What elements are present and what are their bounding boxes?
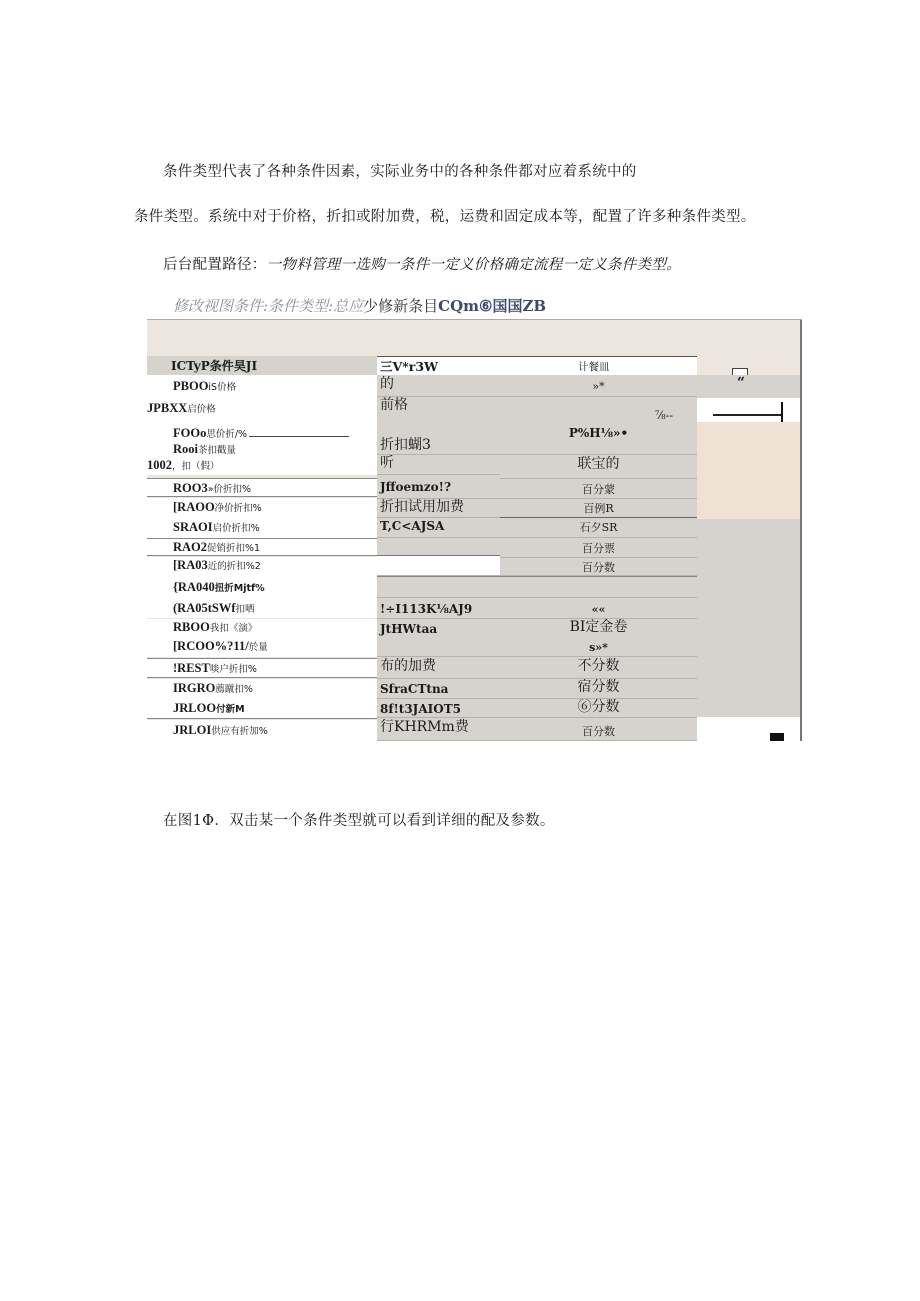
table-row-value[interactable]: 前格	[377, 397, 500, 423]
input-field-underline	[713, 414, 781, 416]
table-row-value[interactable]: Jffoemzo!?	[377, 475, 500, 499]
table-row-calc[interactable]: P%H⅛»•	[500, 423, 697, 455]
table-row-calc[interactable]: ⑥分数	[500, 699, 697, 718]
table-row-code[interactable]: RBOO我扣《演》	[147, 619, 377, 637]
screenshot-toolbar-area	[147, 320, 802, 356]
table-row-calc[interactable]: 百分蒙	[500, 479, 697, 499]
table-row-value[interactable]: 听	[377, 455, 500, 475]
caption-bold: CQm⑥国国ZB	[438, 297, 547, 315]
table-row-value[interactable]	[377, 576, 697, 598]
input-field[interactable]	[697, 398, 800, 422]
condition-types-screenshot	[147, 319, 802, 741]
config-path-prefix: 后台配置路径：	[163, 257, 267, 273]
table-row-calc[interactable]: 百例R	[500, 499, 697, 518]
table-row-calc[interactable]: 百分票	[500, 538, 697, 558]
table-row-code[interactable]: PBOOiS价格	[147, 375, 377, 397]
table-row-value[interactable]: 8f!t3JAIOT5	[377, 699, 500, 718]
table-row-code[interactable]: (RA05tSWf扣哂	[147, 598, 377, 618]
table-row-value[interactable]: T,C<AJSA	[377, 518, 500, 538]
table-row-value[interactable]	[377, 538, 500, 556]
paragraph-condition-types: 条件类型。系统中对于价格，折扣或附加费，税，运费和固定成本等，配置了许多种条件类型。	[134, 209, 756, 225]
table-row-code[interactable]: JRLOI供应有折加%	[147, 720, 377, 741]
table-row-code[interactable]: !REST啖户折扣%	[147, 658, 377, 678]
table-row-calc[interactable]: 宿分数	[500, 679, 697, 699]
table-row-value[interactable]: SfraCTtna	[377, 679, 500, 699]
table-row-calc[interactable]: 百分数	[500, 718, 697, 741]
config-path: 一物料管理一选购一条件一定义价格确定流程一定义条件类型。	[266, 257, 682, 273]
figure-caption	[173, 295, 546, 316]
table-row-code[interactable]: 1002，扣（假）	[147, 457, 377, 475]
table-row-value[interactable]: 折扣蝴3	[377, 437, 500, 455]
table-row-code[interactable]: Rooi茶扣戳量	[147, 441, 377, 457]
caption-italic: 修改视图条件:条件类型:总应	[173, 297, 364, 315]
table-row-value[interactable]	[377, 718, 500, 741]
column-header-name[interactable]: 三V*r3W	[377, 356, 697, 375]
table-row-value[interactable]: 布的加费	[377, 657, 500, 679]
table-row-value[interactable]: 折扣试用加费	[377, 499, 500, 518]
paragraph-figure-note: 在图1Φ．双击某一个条件类型就可以看到详细的配及参数。	[163, 813, 555, 829]
table-row-calc[interactable]: 不分数	[500, 657, 697, 679]
table-row-code[interactable]: RAO2促销折扣%1	[147, 538, 377, 556]
side-panel-tan	[697, 422, 800, 519]
table-row-code[interactable]: [RA03近的折扣%2	[147, 557, 377, 576]
table-row-code[interactable]: JPBXX启价格	[147, 397, 377, 423]
column-header-extra: “	[697, 375, 800, 398]
table-row-calc[interactable]: 百分数	[500, 558, 697, 576]
table-row-code[interactable]: ROO3»价折扣%	[147, 478, 377, 497]
table-row-calc[interactable]: ⅞--	[500, 397, 697, 423]
screenshot-border	[800, 320, 802, 741]
table-row-value[interactable]: 的	[377, 375, 500, 397]
caption-plain: 少修新条目	[363, 297, 439, 315]
table-row-calc[interactable]: 石夕SR	[500, 518, 697, 538]
table-row-calc[interactable]: ««	[500, 598, 697, 619]
table-row-value[interactable]: !÷I113K⅛AJ9	[377, 598, 500, 619]
table-row-code[interactable]: IRGRO薦蹴扣%	[147, 679, 377, 699]
table-row-value[interactable]: JtHWtaa	[377, 619, 500, 657]
table-row-calc[interactable]: BI定金卷	[500, 619, 697, 638]
table-row-code[interactable]: SRAOI启价折扣%	[147, 518, 377, 538]
scroll-marker-icon[interactable]	[770, 733, 784, 741]
table-row-calc[interactable]: s»*	[500, 638, 697, 657]
row-value-text: 行KHRMm费	[380, 719, 469, 735]
table-row-code[interactable]: [RCOO%?11/於量	[147, 637, 377, 657]
side-panel-white	[697, 717, 800, 741]
paragraph-intro: 条件类型代表了各种条件因素，实际业务中的各种条件都对应着系统中的	[163, 164, 637, 180]
table-row-code[interactable]: JRLOO付新M	[147, 699, 377, 719]
table-row-code[interactable]: FOOo思价折/%	[147, 423, 377, 441]
table-row-code[interactable]: [RAOO净价折扣%	[147, 498, 377, 518]
side-panel-gray	[697, 519, 800, 717]
table-row-calc[interactable]: »*	[500, 375, 697, 397]
column-header-calc[interactable]: 计餐皿	[500, 357, 697, 375]
table-row-calc[interactable]: 联宝的	[500, 455, 697, 479]
text-cursor-icon	[781, 402, 783, 422]
paragraph-config-path	[163, 253, 681, 274]
entry-underline	[249, 436, 349, 437]
table-row-value[interactable]	[377, 556, 500, 576]
column-header-code[interactable]: ICTyP条件昊JI	[147, 356, 377, 375]
table-row-code[interactable]: {RA040扭折Mjtf%	[147, 576, 377, 598]
